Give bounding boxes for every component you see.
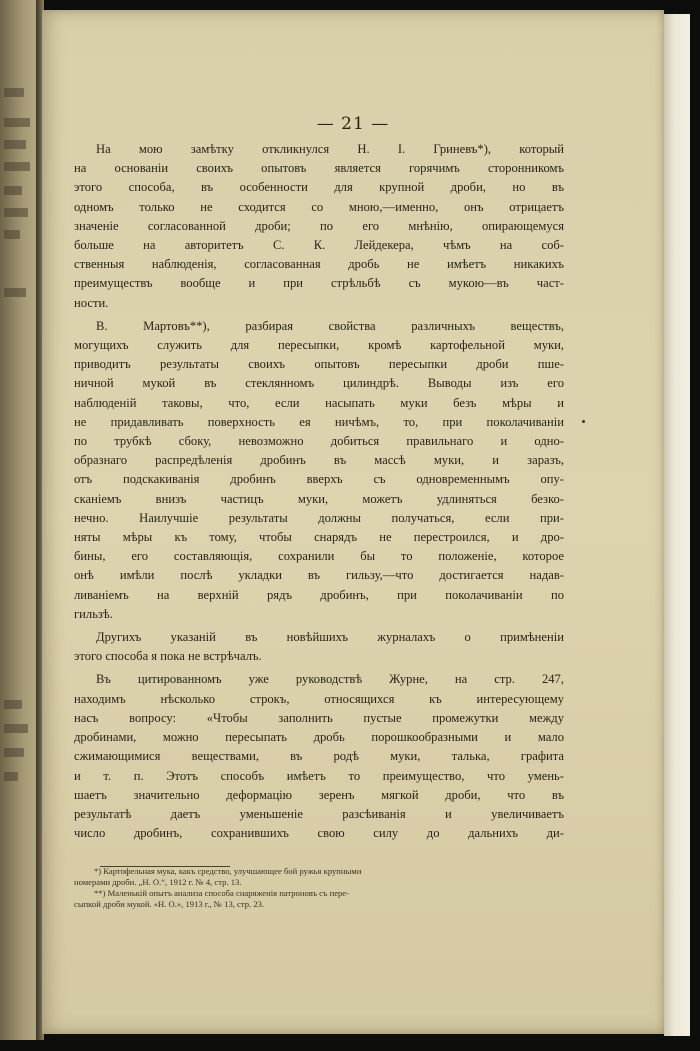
text-line: сканіемъ внизъ частицъ муки, можетъ удлиняться безко- (74, 491, 564, 506)
page-stack-edge (664, 14, 690, 1036)
text-line: преимуществъ вообще и при стрѣльбѣ съ мукою—въ част- (74, 276, 564, 291)
footnotes (74, 866, 544, 910)
paragraph-3 (74, 628, 564, 666)
text-line: больше на авторитетъ С. К. Лейдекера, чѣмъ на соб- (74, 238, 564, 253)
footnote-1-line: *) Картофельная мука, какъ средство, улучшающее бой ружья крупными (94, 866, 362, 876)
text-line: и т. п. Этотъ способъ имѣетъ то преимущество, что умень- (74, 768, 564, 783)
text-line: не придавливать поверхность ея ничѣмъ, то, при поколачиваніи (74, 414, 564, 429)
text-line: насъ вопросу: «Чтобы заполнить пустые промежутки между (74, 710, 564, 725)
facing-page-edge (0, 0, 40, 1040)
text-line: В. Мартовъ**), разбирая свойства различныхъ веществъ, (96, 318, 564, 333)
text-line: этого способа я пока не встрѣчалъ. (74, 649, 262, 664)
text-line: находимъ нѣсколько строкъ, относящихся къ интересующему (74, 691, 564, 706)
text-line: значеніе согласованной дроби; по его мнѣнію, опирающемуся (74, 218, 564, 233)
ink-speck (582, 420, 585, 423)
text-line: отъ подскакиванія дробинъ вверхъ съ одновременнымъ опу- (74, 472, 564, 487)
text-line: могущихъ служить для пересыпки, кромѣ картофельной муки, (74, 338, 564, 353)
paragraph-1 (74, 140, 564, 313)
text-line: Въ цитированномъ уже руководствѣ Журне, на стр. 247, (96, 672, 564, 687)
text-line: ливаніемъ на верхній рядъ дробинъ, при поколачиваніи по (74, 587, 564, 602)
text-line: на основаніи своихъ опытовъ является горячимъ сторонникомъ (74, 161, 564, 176)
text-line: этого способа, въ особенности для крупной дроби, но въ (74, 180, 564, 195)
text-line: бины, его составляющія, сохранили бы то положеніе, которое (74, 549, 564, 564)
text-line: ничной мукой въ стеклянномъ цилиндрѣ. Выводы изъ его (74, 376, 564, 391)
body-text (74, 140, 564, 843)
text-line: гильзѣ. (74, 606, 113, 621)
text-line: образнаго распредѣленія дробинъ въ массѣ муки, и заразъ, (74, 453, 564, 468)
text-line: приводитъ результаты своихъ опытовъ пересыпки дроби пше- (74, 357, 564, 372)
text-line: дробинами, можно пересыпать дробь порошкообразными и мало (74, 730, 564, 745)
text-line: На мою замѣтку откликнулся Н. I. Гриневъ*), который (96, 142, 564, 156)
paragraph-2 (74, 317, 564, 624)
text-line: результатѣ даетъ уменьшеніе разсѣиванія и увеличиваетъ (74, 806, 564, 821)
text-line: Другихъ указаній въ новѣйшихъ журналахъ о примѣненіи (96, 630, 564, 645)
text-line: нечно. Наилучшіе результаты должны получаться, если при- (74, 510, 564, 525)
page-number: — 21 — (316, 114, 390, 134)
footnote-2-line: сыпкой дроби мукой. «Н. О.», 1913 г., № 13, стр. 23. (74, 899, 265, 909)
text-line: сжимающимися веществами, въ родѣ муки, талька, графита (74, 749, 564, 764)
footnote-2-line: **) Маленькій опытъ анализа способа снаряженія патроновъ съ пере- (94, 888, 349, 898)
text-line: число дробинъ, сохранившихъ свою силу до дальнихъ ди- (74, 826, 564, 841)
text-line: шаетъ значительно деформацію зеренъ мягкой дроби, что въ (74, 787, 564, 802)
text-line: по трубкѣ сбоку, невозможно добиться правильнаго и одно- (74, 434, 564, 449)
text-line: няты мѣры къ тому, чтобы снарядъ не перестроился, и дро- (74, 530, 564, 545)
text-line: ности. (74, 295, 109, 310)
paragraph-4 (74, 670, 564, 843)
text-line: ственныя наблюденія, согласованная дробь не имѣетъ никакихъ (74, 257, 564, 272)
text-line: онѣ имѣли послѣ укладки въ гильзу,—что достигается надав- (74, 568, 564, 583)
footnote-1-line: номерами дроби. „Н. О.“, 1912 г. № 4, стр. 13. (74, 877, 242, 887)
text-line: одномъ только не сходится со мною,—именно, онъ отрицаетъ (74, 199, 564, 214)
text-line: наблюденій таковы, что, если насыпать муки безъ мѣры и (74, 395, 564, 410)
